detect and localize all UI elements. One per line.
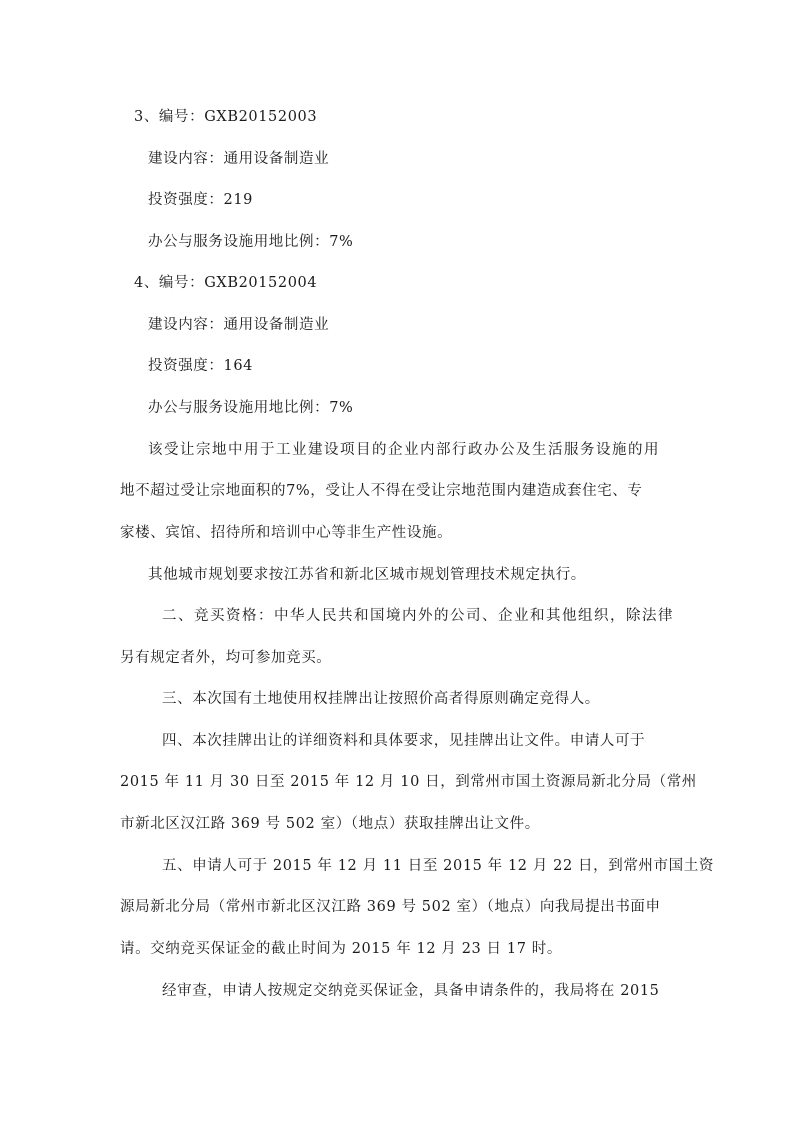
section-4-line: 市新北区汉江路 369 号 502 室）（地点）获取挂牌出让文件。 — [120, 816, 540, 832]
paragraph-line: 家楼、宾馆、招待所和培训中心等非生产性设施。 — [120, 525, 453, 541]
item-field-investment: 投资强度：164 — [148, 358, 253, 374]
paragraph-line: 经审查，申请人按规定交纳竞买保证金，具备申请条件的，我局将在 2015 — [162, 983, 660, 999]
item-field-construction: 建设内容：通用设备制造业 — [148, 317, 330, 333]
section-2-line: 另有规定者外，均可参加竞买。 — [120, 650, 332, 666]
section-3-line: 三、本次国有土地使用权挂牌出让按照价高者得原则确定竞得人。 — [162, 691, 600, 707]
item-field-office-ratio: 办公与服务设施用地比例：7% — [148, 400, 354, 416]
paragraph-line: 该受让宗地中用于工业建设项目的企业内部行政办公及生活服务设施的用 — [148, 442, 660, 458]
section-2-line: 二、竞买资格：中华人民共和国境内外的公司、企业和其他组织，除法律 — [162, 608, 674, 624]
item-field-construction: 建设内容：通用设备制造业 — [148, 151, 330, 167]
item-field-investment: 投资强度：219 — [148, 192, 253, 208]
paragraph-line: 地不超过受让宗地面积的7%，受让人不得在受让宗地范围内建造成套住宅、专 — [120, 483, 643, 499]
section-4-line: 2015 年 11 月 30 日至 2015 年 12 月 10 日，到常州市国土资源局新北分局（常州 — [120, 774, 697, 790]
section-4-line: 四、本次挂牌出让的详细资料和具体要求，见挂牌出让文件。申请人可于 — [162, 733, 646, 749]
item-heading: 4、编号：GXB20152004 — [134, 275, 318, 291]
section-5-line: 源局新北分局（常州市新北区汉江路 369 号 502 室）（地点）向我局提出书面申 — [120, 899, 661, 915]
section-5-line: 请。交纳竞买保证金的截止时间为 2015 年 12 月 23 日 17 时。 — [120, 941, 562, 957]
item-field-office-ratio: 办公与服务设施用地比例：7% — [148, 234, 354, 250]
item-heading: 3、编号：GXB20152003 — [134, 109, 318, 125]
section-5-line: 五、申请人可于 2015 年 12 月 11 日至 2015 年 12 月 22 日，到常州市国土资 — [162, 858, 714, 874]
paragraph-line: 其他城市规划要求按江苏省和新北区城市规划管理技术规定执行。 — [148, 567, 586, 583]
